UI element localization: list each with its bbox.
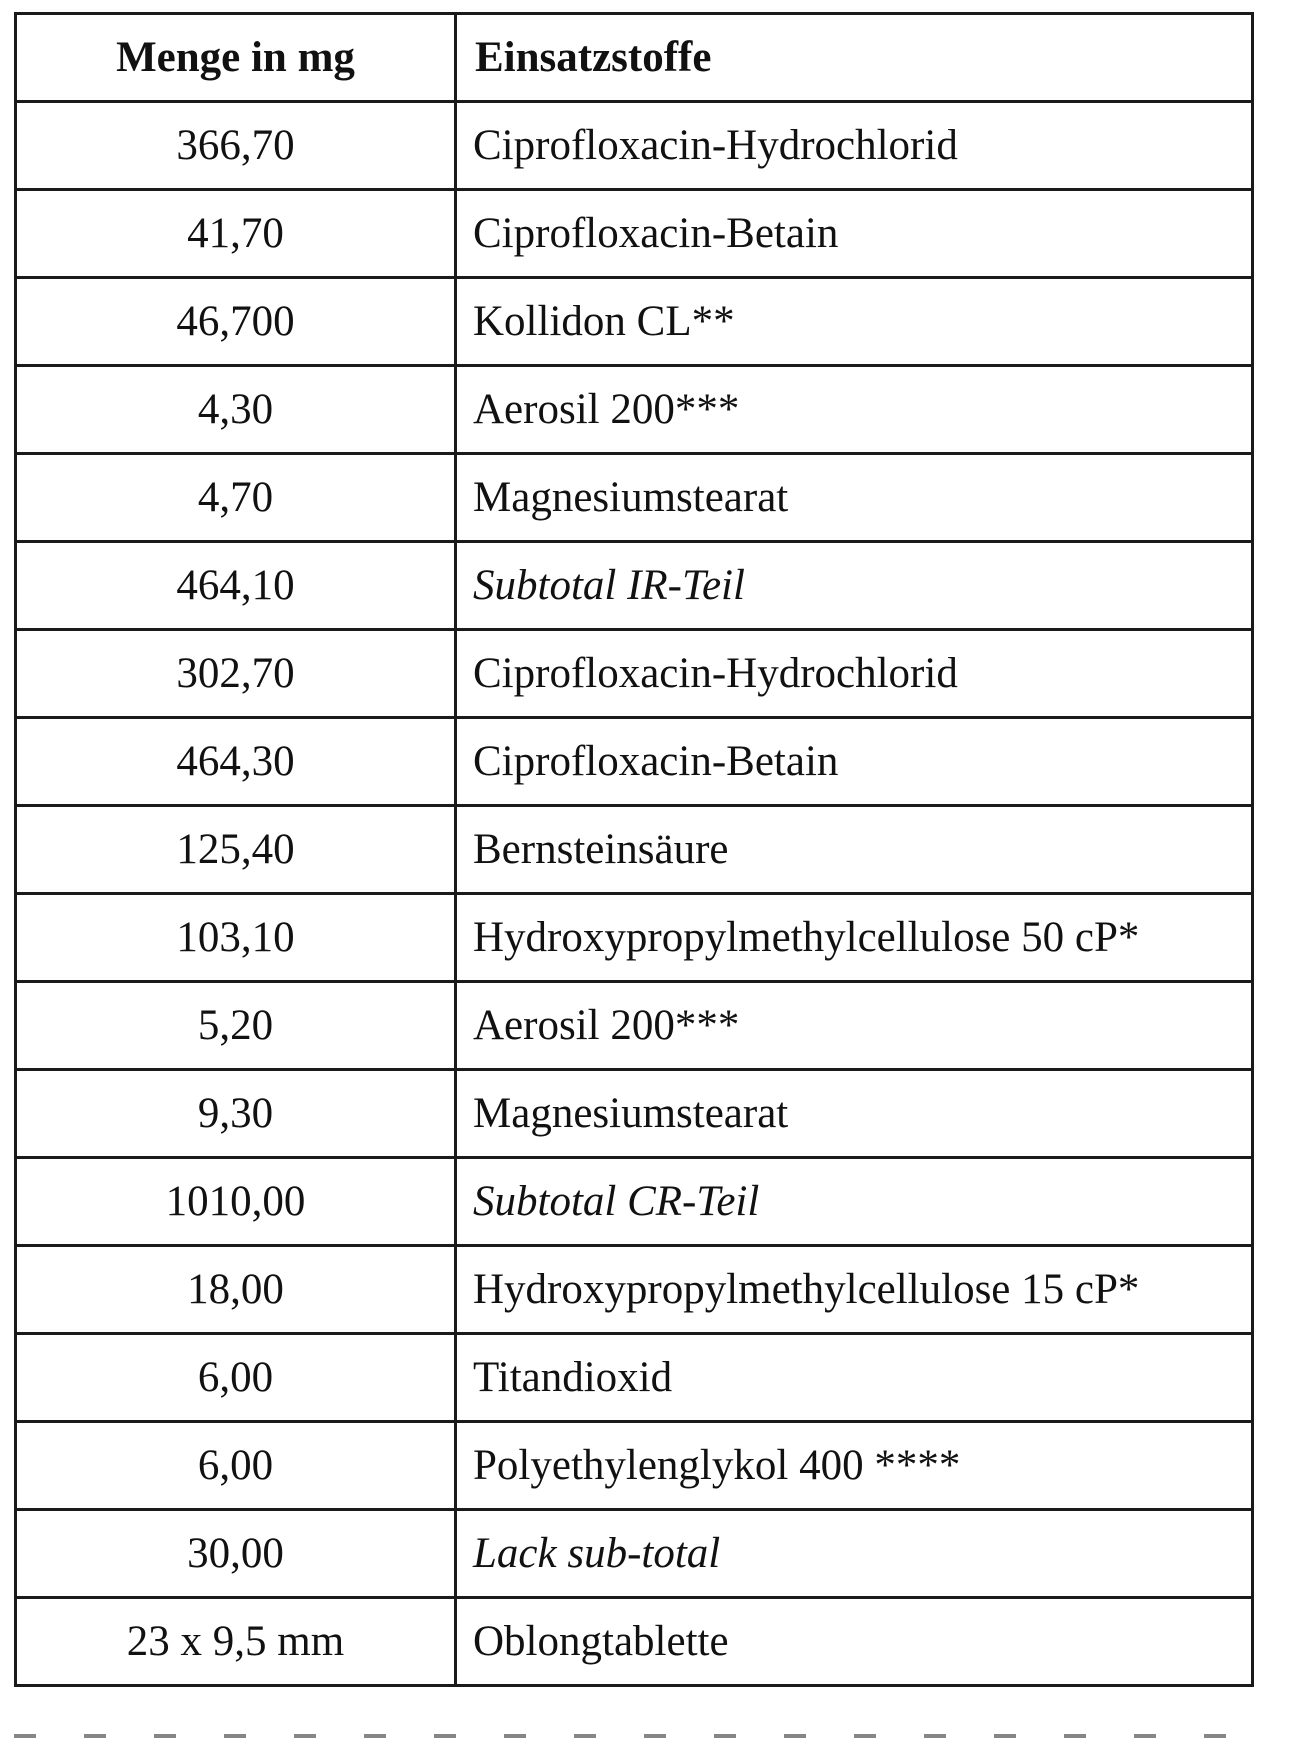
amount-cell: 18,00: [16, 1246, 456, 1334]
table-row: [16, 1598, 1253, 1686]
amount-column-header: Menge in mg: [16, 14, 456, 102]
substance-cell: Aerosil 200***: [456, 982, 1253, 1070]
table-row: [16, 894, 1253, 982]
page-cut-edge: [14, 1734, 1251, 1738]
amount-cell: 464,10: [16, 542, 456, 630]
table-row: [16, 806, 1253, 894]
substance-cell: Aerosil 200***: [456, 366, 1253, 454]
substance-cell: Titandioxid: [456, 1334, 1253, 1422]
table-row: [16, 190, 1253, 278]
table-row: [16, 718, 1253, 806]
substance-cell: Ciprofloxacin-Hydrochlorid: [456, 102, 1253, 190]
amount-cell: 1010,00: [16, 1158, 456, 1246]
amount-cell: 9,30: [16, 1070, 456, 1158]
amount-cell: 125,40: [16, 806, 456, 894]
amount-cell: 4,30: [16, 366, 456, 454]
amount-cell: 23 x 9,5 mm: [16, 1598, 456, 1686]
table-row: [16, 1510, 1253, 1598]
table-row: [16, 366, 1253, 454]
substance-cell: Subtotal IR-Teil: [456, 542, 1253, 630]
substance-cell: Polyethylenglykol 400 ****: [456, 1422, 1253, 1510]
table-body: [16, 102, 1253, 1686]
table-row: [16, 1070, 1253, 1158]
substance-cell: Magnesiumstearat: [456, 454, 1253, 542]
table-row: [16, 1158, 1253, 1246]
substance-cell: Ciprofloxacin-Betain: [456, 718, 1253, 806]
ingredients-table: [14, 12, 1254, 1687]
amount-cell: 464,30: [16, 718, 456, 806]
substance-column-header: Einsatzstoffe: [456, 14, 1253, 102]
table-row: [16, 454, 1253, 542]
table-row: [16, 278, 1253, 366]
amount-cell: 302,70: [16, 630, 456, 718]
substance-cell: Lack sub-total: [456, 1510, 1253, 1598]
amount-cell: 46,700: [16, 278, 456, 366]
table-row: [16, 1246, 1253, 1334]
amount-cell: 366,70: [16, 102, 456, 190]
table-row: [16, 542, 1253, 630]
table-row: [16, 982, 1253, 1070]
substance-cell: Ciprofloxacin-Hydrochlorid: [456, 630, 1253, 718]
amount-cell: 4,70: [16, 454, 456, 542]
amount-cell: 6,00: [16, 1422, 456, 1510]
substance-cell: Magnesiumstearat: [456, 1070, 1253, 1158]
amount-cell: 5,20: [16, 982, 456, 1070]
substance-cell: Bernsteinsäure: [456, 806, 1253, 894]
table-row: [16, 1422, 1253, 1510]
amount-cell: 41,70: [16, 190, 456, 278]
table-header: [16, 14, 1253, 102]
table-row: [16, 630, 1253, 718]
amount-cell: 30,00: [16, 1510, 456, 1598]
substance-cell: Ciprofloxacin-Betain: [456, 190, 1253, 278]
header-row: [16, 14, 1253, 102]
substance-cell: Hydroxypropylmethylcellulose 50 cP*: [456, 894, 1253, 982]
amount-cell: 103,10: [16, 894, 456, 982]
amount-cell: 6,00: [16, 1334, 456, 1422]
substance-cell: Subtotal CR-Teil: [456, 1158, 1253, 1246]
substance-cell: Kollidon CL**: [456, 278, 1253, 366]
table-row: [16, 1334, 1253, 1422]
substance-cell: Hydroxypropylmethylcellulose 15 cP*: [456, 1246, 1253, 1334]
substance-cell: Oblongtablette: [456, 1598, 1253, 1686]
table-row: [16, 102, 1253, 190]
